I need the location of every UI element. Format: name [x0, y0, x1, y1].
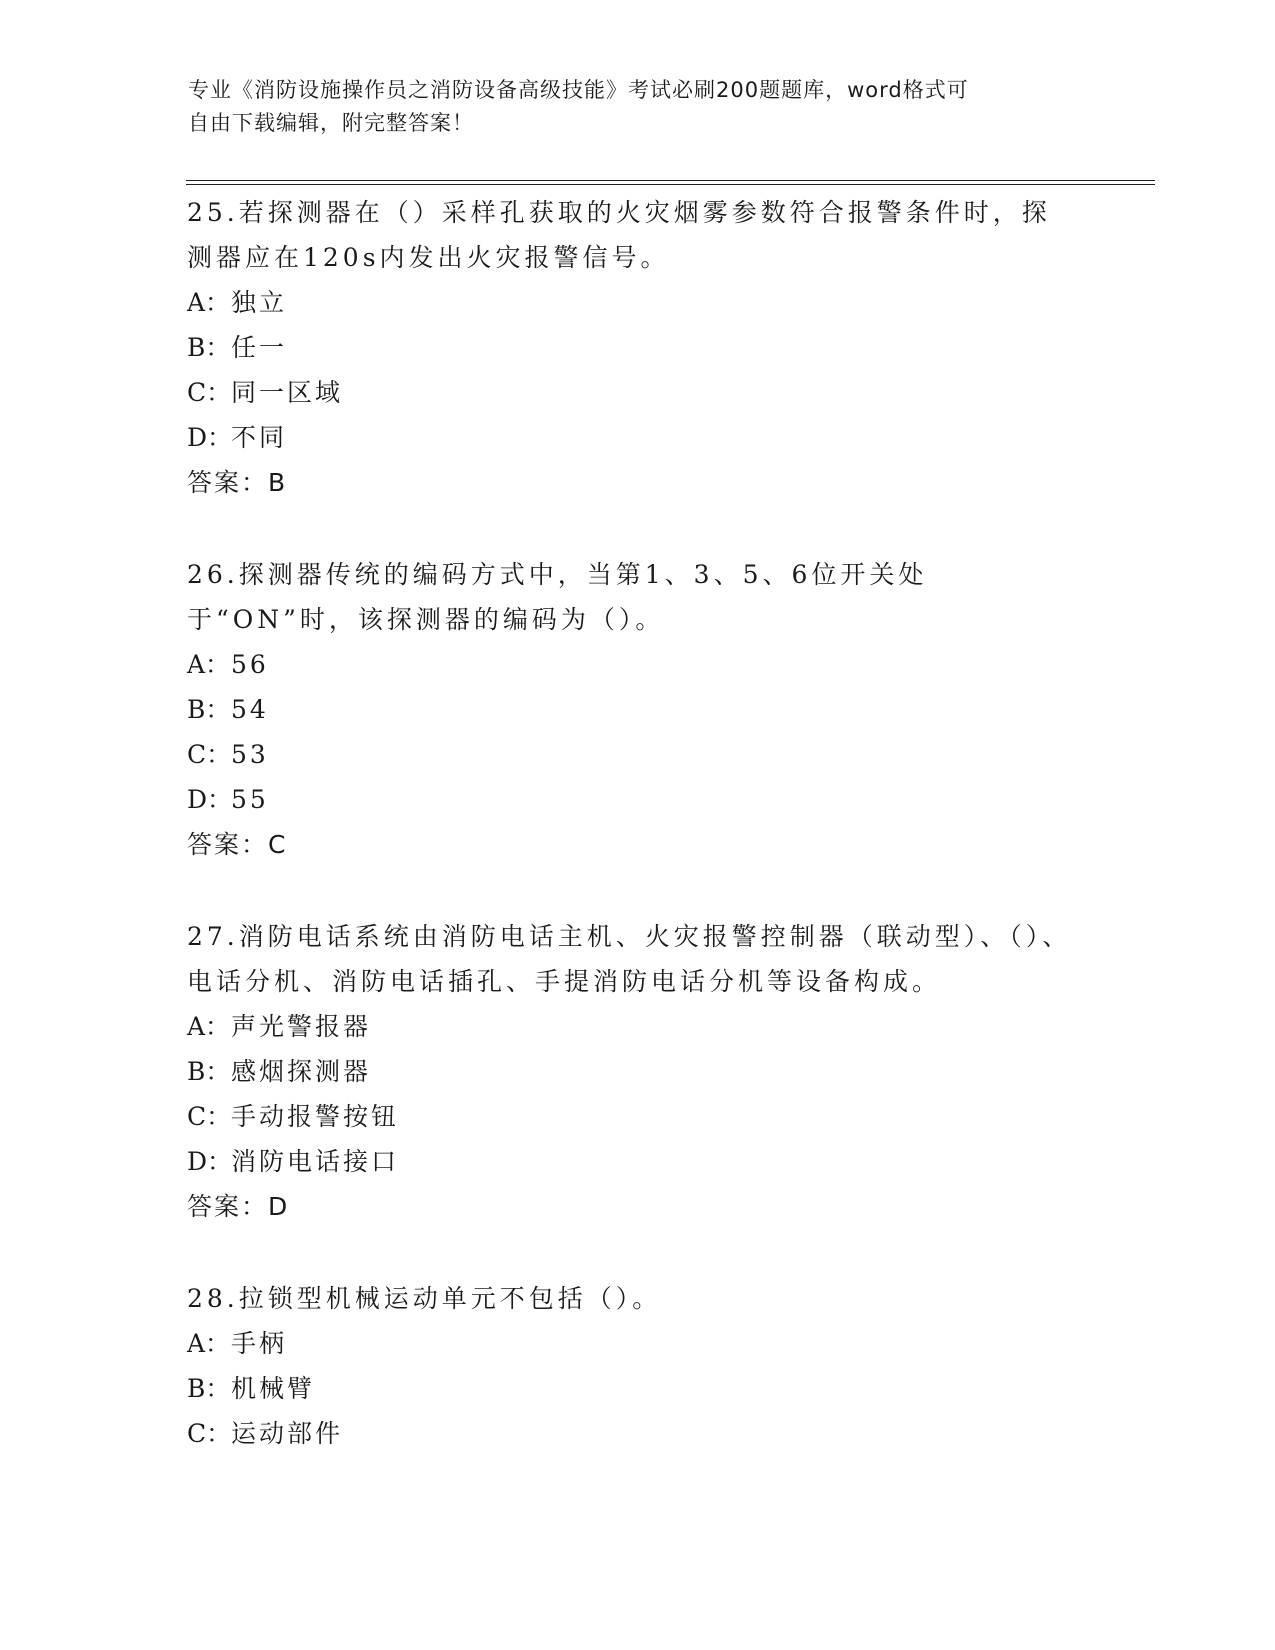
- question-list: [187, 190, 1087, 1456]
- answer-label: 答案：: [187, 468, 269, 497]
- answer-label: 答案：: [187, 1192, 269, 1221]
- option-a: [187, 280, 1087, 325]
- answer-value: C: [268, 830, 288, 859]
- option-text: 不同: [231, 423, 288, 452]
- option-a: [187, 1004, 1087, 1049]
- question-text: 27.消防电话系统由消防电话主机、火灾报警控制器（联动型）、（）、电话分机、消防电话插孔、手提消防电话分机等设备构成。: [187, 922, 1072, 996]
- question-text: 26.探测器传统的编码方式中，当第1、3、5、6位开关处于“ON”时，该探测器的编码为（）。: [187, 560, 928, 634]
- header-divider-bottom: [186, 184, 1155, 185]
- option-text: 手柄: [231, 1329, 288, 1358]
- question-27: [187, 914, 1087, 1229]
- option-text: 运动部件: [231, 1419, 344, 1448]
- option-key: C：: [187, 740, 232, 769]
- header-line-2: 自由下载编辑，附完整答案！: [188, 111, 474, 135]
- answer-value: B: [268, 468, 288, 497]
- option-key: B：: [187, 1374, 231, 1403]
- option-key: C：: [187, 1419, 232, 1448]
- header-divider-top: [186, 180, 1155, 181]
- option-text: 独立: [231, 288, 288, 317]
- question-gap: [187, 867, 1087, 914]
- option-key: B：: [187, 695, 231, 724]
- question-28: [187, 1276, 1087, 1456]
- question-26: [187, 552, 1087, 867]
- option-key: B：: [187, 1057, 231, 1086]
- document-header: [188, 74, 1068, 140]
- option-text: 55: [231, 785, 269, 814]
- option-key: B：: [187, 333, 231, 362]
- option-c: [187, 370, 1087, 415]
- option-key: C：: [187, 1102, 232, 1131]
- option-text: 53: [231, 740, 269, 769]
- option-key: D：: [187, 785, 233, 814]
- option-key: C：: [187, 378, 232, 407]
- option-key: A：: [187, 650, 231, 679]
- answer-label: 答案：: [187, 830, 269, 859]
- option-c: [187, 1411, 1087, 1456]
- option-b: [187, 687, 1087, 732]
- question-25: [187, 190, 1087, 505]
- option-b: [187, 1049, 1087, 1094]
- option-text: 感烟探测器: [231, 1057, 372, 1086]
- option-c: [187, 1094, 1087, 1139]
- option-a: [187, 642, 1087, 687]
- option-key: D：: [187, 423, 233, 452]
- option-key: D：: [187, 1147, 233, 1176]
- option-key: A：: [187, 1012, 231, 1041]
- option-text: 声光警报器: [231, 1012, 372, 1041]
- answer-line: [187, 822, 1087, 867]
- question-gap: [187, 1229, 1087, 1276]
- option-text: 机械臂: [231, 1374, 316, 1403]
- question-gap: [187, 505, 1087, 552]
- option-b: [187, 1366, 1087, 1411]
- option-key: A：: [187, 1329, 231, 1358]
- option-d: [187, 415, 1087, 460]
- option-text: 56: [231, 650, 269, 679]
- option-text: 消防电话接口: [231, 1147, 400, 1176]
- answer-value: D: [268, 1192, 290, 1221]
- option-text: 任一: [231, 333, 288, 362]
- question-text: 28.拉锁型机械运动单元不包括（）。: [187, 1284, 662, 1313]
- option-b: [187, 325, 1087, 370]
- option-d: [187, 777, 1087, 822]
- option-text: 54: [231, 695, 269, 724]
- question-text: 25.若探测器在（）采样孔获取的火灾烟雾参数符合报警条件时，探测器应在120s内发出火灾报警信号。: [187, 198, 1051, 272]
- header-line-1: 专业《消防设施操作员之消防设备高级技能》考试必刷200题题库，word格式可: [188, 78, 969, 102]
- option-text: 同一区域: [231, 378, 344, 407]
- option-text: 手动报警按钮: [231, 1102, 400, 1131]
- option-c: [187, 732, 1087, 777]
- option-a: [187, 1321, 1087, 1366]
- answer-line: [187, 1184, 1087, 1229]
- option-d: [187, 1139, 1087, 1184]
- option-key: A：: [187, 288, 231, 317]
- answer-line: [187, 460, 1087, 505]
